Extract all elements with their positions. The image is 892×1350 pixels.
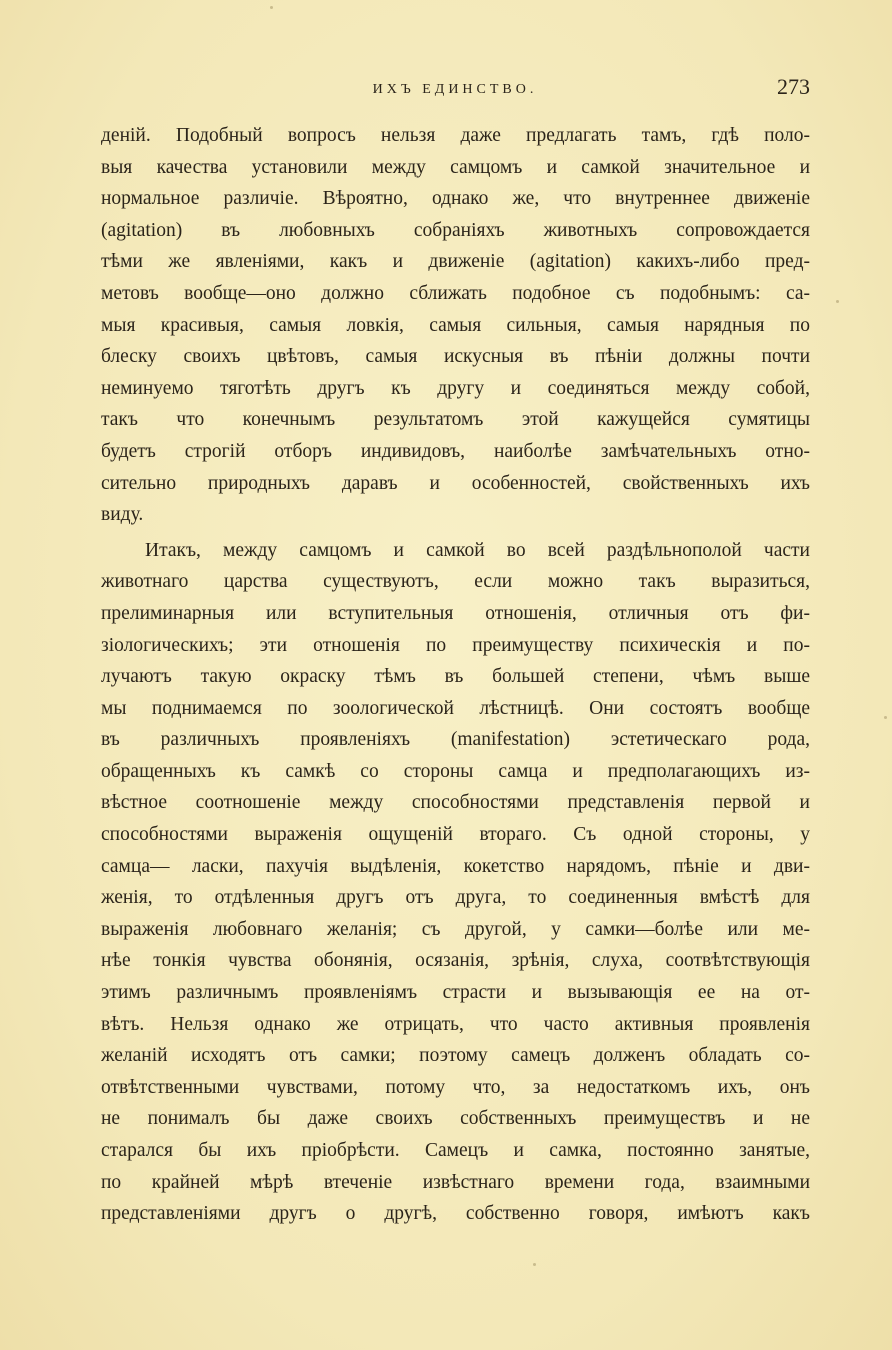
text-line: виду. bbox=[101, 504, 144, 526]
running-head bbox=[100, 74, 810, 104]
text-line: будетъ строгій отборъ индивидовъ, наиболѣе замѣчательныхъ отно- bbox=[101, 440, 810, 462]
text-line: вѣстное соотношеніе между способностями представленія первой и bbox=[101, 792, 810, 814]
text-line: представленіями другъ о другѣ, собственно говоря, имѣютъ какъ bbox=[101, 1203, 810, 1225]
text-line: желаній исходятъ отъ самки; поэтому самецъ долженъ обладать со- bbox=[101, 1045, 810, 1067]
text-line: нормальное различіе. Вѣроятно, однако же, что внутреннее движеніе bbox=[101, 188, 810, 210]
body-text bbox=[101, 120, 810, 1230]
running-title: ИХЪ ЕДИНСТВО. bbox=[372, 82, 538, 97]
text-line: мыя красивыя, самыя ловкія, самыя сильныя, самыя нарядныя по bbox=[101, 314, 810, 336]
page-number: 273 bbox=[777, 74, 810, 99]
text-line: прелиминарныя или вступительныя отношенія, отличныя отъ фи- bbox=[101, 602, 810, 624]
text-line: тѣми же явленіями, какъ и движеніе (agitation) какихъ-либо пред- bbox=[101, 251, 810, 273]
paper-speck bbox=[533, 1263, 536, 1266]
text-line: животнаго царства существуютъ, если можно такъ выразиться, bbox=[101, 571, 810, 593]
text-line: (agitation) въ любовныхъ собраніяхъ животныхъ сопровождается bbox=[101, 219, 810, 241]
text-line: по крайней мѣрѣ втеченіе извѣстнаго времени года, взаимными bbox=[101, 1171, 810, 1193]
text-line: отвѣтственными чувствами, потому что, за недостаткомъ ихъ, онъ bbox=[101, 1076, 810, 1098]
text-line: блеску своихъ цвѣтовъ, самыя искусныя въ пѣніи должны почти bbox=[101, 346, 810, 368]
text-line: способностями выраженія ощущеній втораго. Съ одной стороны, у bbox=[101, 824, 810, 846]
text-line: нѣе тонкія чувства обонянія, осязанія, зрѣнія, слуха, соотвѣтствующія bbox=[101, 950, 810, 972]
paper-speck bbox=[884, 716, 887, 719]
paper-speck bbox=[270, 6, 273, 9]
text-line: лучаютъ такую окраску тѣмъ въ большей степени, чѣмъ выше bbox=[101, 666, 810, 688]
text-line: старался бы ихъ пріобрѣсти. Самецъ и самка, постоянно занятые, bbox=[101, 1140, 810, 1161]
text-line: вѣтъ. Нельзя однако же отрицать, что часто активныя проявленія bbox=[101, 1013, 810, 1035]
text-line: метовъ вообще—оно должно сближать подобное съ подобнымъ: са- bbox=[101, 282, 810, 304]
paper-speck bbox=[836, 300, 839, 303]
text-line: неминуемо тяготѣть другъ къ другу и соединяться между собой, bbox=[101, 377, 810, 399]
paragraph-1 bbox=[101, 120, 810, 531]
text-line: сительно природныхъ даравъ и особенностей, свойственныхъ ихъ bbox=[101, 472, 810, 494]
text-line: такъ что конечнымъ результатомъ этой кажущейся сумятицы bbox=[101, 409, 810, 431]
text-line: этимъ различнымъ проявленіямъ страсти и вызывающія ее на от- bbox=[101, 982, 810, 1004]
paragraph-2 bbox=[101, 535, 810, 1230]
text-line: обращенныхъ къ самкѣ со стороны самца и предполагающихъ из- bbox=[101, 760, 810, 782]
text-line: Итакъ, между самцомъ и самкой во всей раздѣльнополой части bbox=[145, 539, 810, 561]
text-line: деній. Подобный вопросъ нельзя даже предлагать тамъ, гдѣ поло- bbox=[101, 125, 810, 146]
text-line: выя качества установили между самцомъ и самкой значительное и bbox=[101, 156, 810, 178]
text-line: самца— ласки, пахучія выдѣленія, кокетство нарядомъ, пѣніе и дви- bbox=[101, 855, 810, 877]
text-line: мы поднимаемся по зоологической лѣстницѣ. Они состоятъ вообще bbox=[101, 697, 810, 719]
text-line: въ различныхъ проявленіяхъ (manifestation) эстетическаго рода, bbox=[101, 729, 810, 751]
text-line: женія, то отдѣленныя другъ отъ друга, то соединенныя вмѣстѣ для bbox=[101, 887, 810, 909]
text-line: не понималъ бы даже своихъ собственныхъ преимуществъ и не bbox=[101, 1108, 810, 1130]
text-line: зіологическихъ; эти отношенія по преимуществу психическія и по- bbox=[101, 634, 810, 656]
text-line: выраженія любовнаго желанія; съ другой, у самки—болѣе или ме- bbox=[101, 918, 810, 940]
